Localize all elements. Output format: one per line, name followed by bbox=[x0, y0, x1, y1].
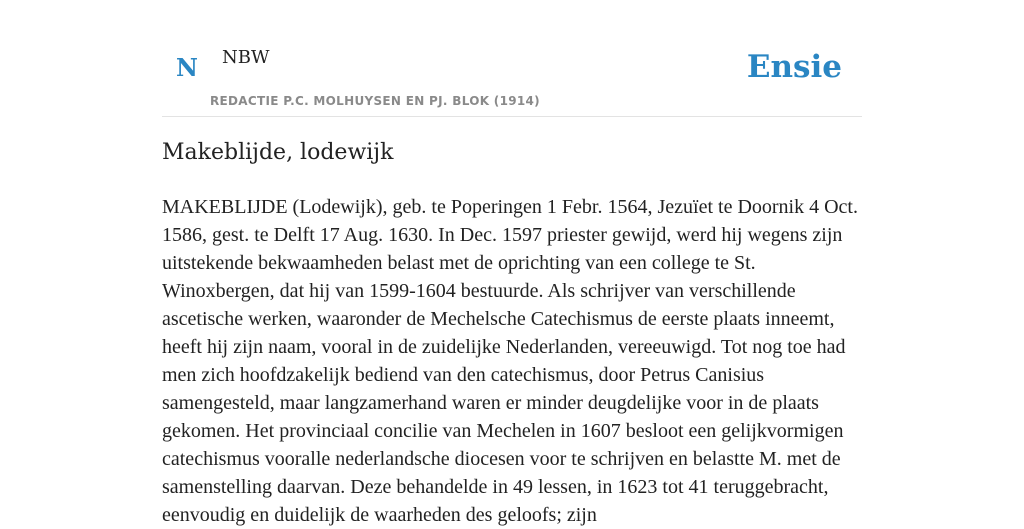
source-logo[interactable]: N bbox=[176, 53, 198, 82]
source-title[interactable]: NBW bbox=[222, 47, 270, 68]
source-subtitle: REDACTIE P.C. MOLHUYSEN EN PJ. BLOK (1914) bbox=[210, 94, 540, 108]
article-body: MAKEBLIJDE (Lodewijk), geb. te Poperingen 1 Febr. 1564, Jezuïet te Doornik 4 Oct. 1586, gest. te Delft 17 Aug. 1630. In Dec. 1597 priester gewijd, werd hij wegens zijn uitstekende bekwaamheden belast met de oprichting van een college te St. Winoxbergen, dat hij van 1599-1604 bestuurde. Als schrijver van verschillende ascetische werken, waaronder de Mechelsche Catechismus de eerste plaats inneemt, heeft hij zijn naam, vooral in de zuidelijke Nederlanden, vereeuwigd. Tot nog toe had men zich hoofdzakelijk bediend van den catechismus, door Petrus Canisius samengesteld, maar langzamerhand waren er minder deugdelijke voor in de plaats gekomen. Het provinciaal concilie van Mechelen in 1607 besloot een gelijkvormigen catechismus vooralle nederlandsche diocesen voor te schrijven en belastte M. met de samenstelling daarvan. Deze behandelde in 49 lessen, in 1623 tot 41 teruggebracht, eenvoudig en duidelijk de waarheden des geloofs; zijn bbox=[162, 196, 858, 526]
article-title: Makeblijde, lodewijk bbox=[162, 140, 394, 165]
content-container bbox=[162, 0, 862, 526]
header bbox=[162, 0, 862, 117]
brand-logo[interactable]: Ensie bbox=[746, 49, 842, 85]
